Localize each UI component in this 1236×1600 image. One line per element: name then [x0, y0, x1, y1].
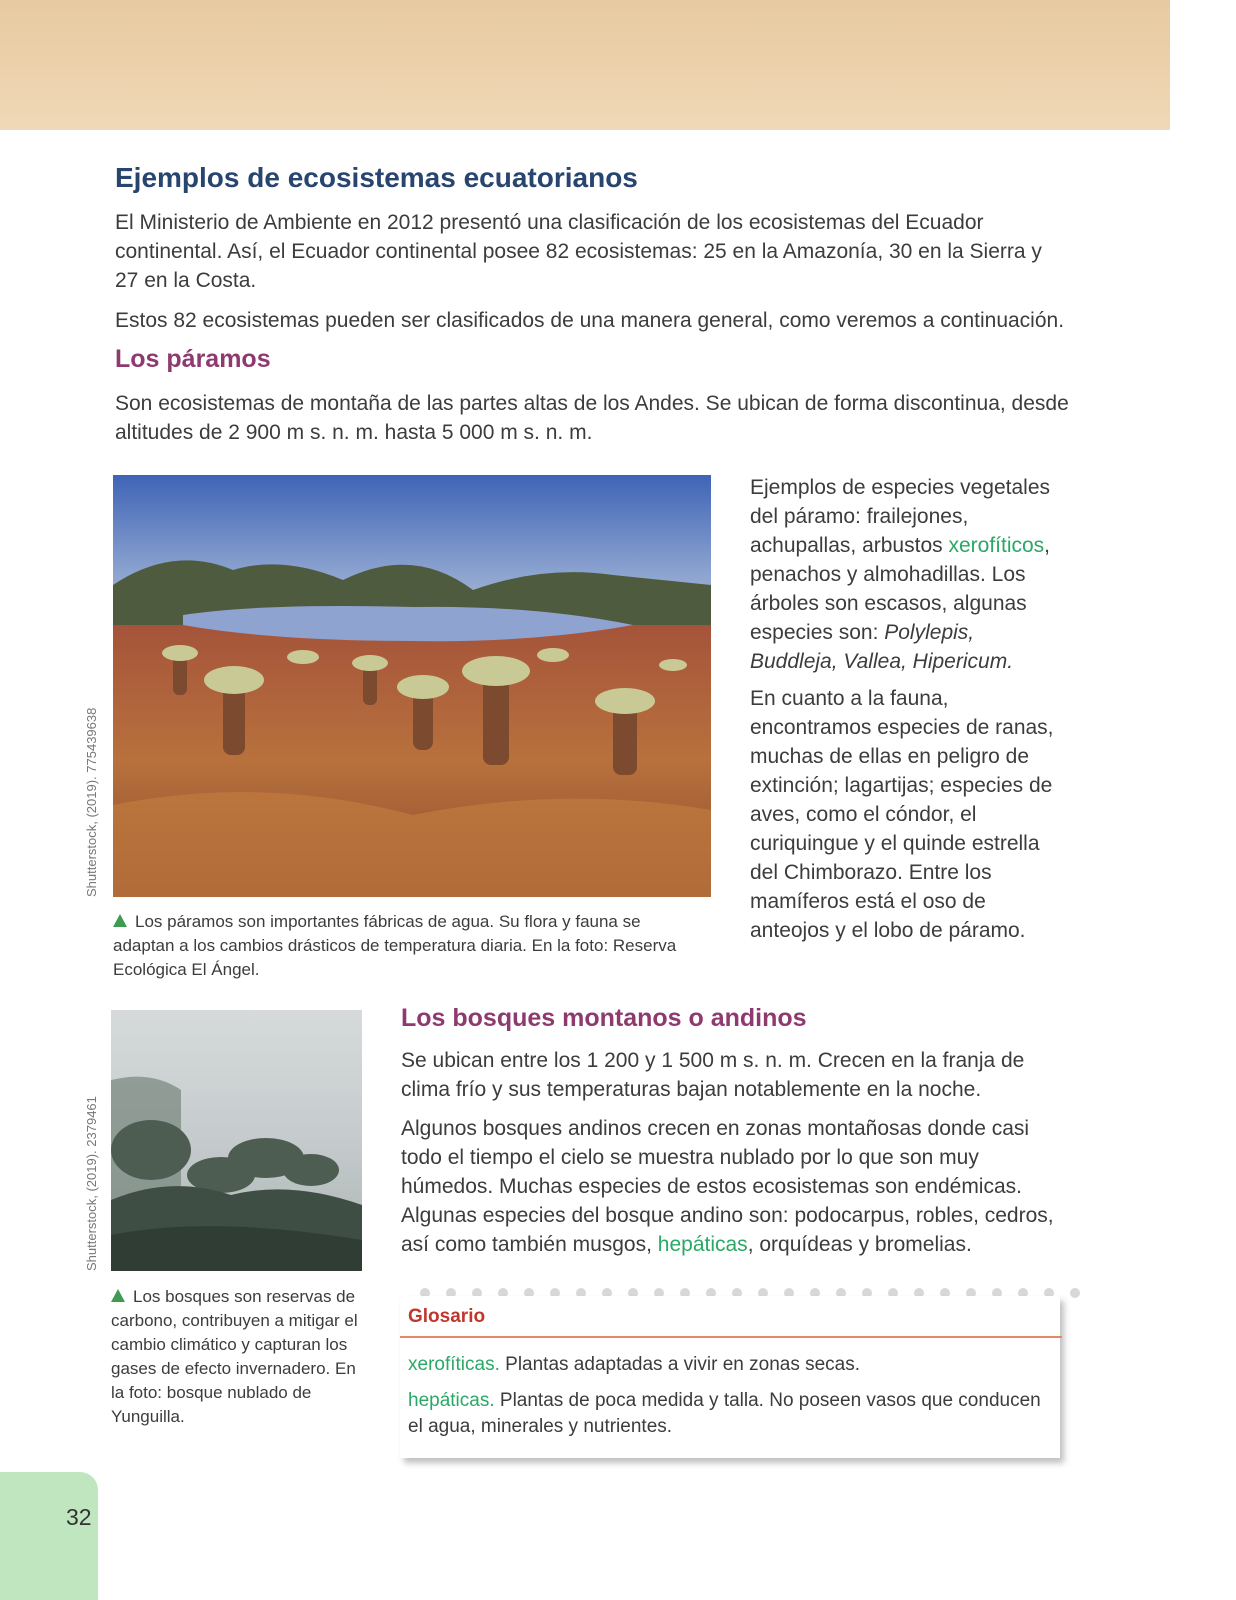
paramo-caption — [113, 910, 703, 982]
page-number-tab — [0, 1472, 98, 1600]
paramo-photo — [113, 475, 711, 897]
top-decorative-band — [0, 0, 1170, 130]
glossary-entry-hepaticas: hepáticas. Plantas de poca medida y talla. No poseen vasos que conducen el agua, minerales y nutrientes. — [408, 1390, 1041, 1437]
bosque-caption-text: Los bosques son reservas de carbono, contribuyen a mitigar el cambio climático y capturan los gases de efecto invernadero. En la foto: bosque nublado de Yunguilla. — [111, 1287, 358, 1426]
section-heading: Ejemplos de ecosistemas ecuatorianos — [115, 162, 638, 193]
glossary-box — [400, 1296, 1060, 1458]
glossary-title: Glosario — [408, 1306, 486, 1327]
paramos-intro: Son ecosistemas de montaña de las partes altas de los Andes. Se ubican de forma discontinua, desde altitudes de 2 900 m s. n. m. hasta 5 000 m s. n. m. — [115, 392, 1069, 444]
triangle-icon — [111, 1289, 125, 1302]
intro-paragraph-2: Estos 82 ecosistemas pueden ser clasificados de una manera general, como veremos a continuación. — [115, 309, 1065, 332]
flora-species: Polylepis, Buddleja, Vallea, Hipericum. — [750, 621, 1014, 673]
bosques-text-2a: Algunos bosques andinos crecen en zonas montañosas donde casi todo el tiempo el cielo se muestra nublado por lo que son muy húmedos. Muchas especies de estos ecosistemas son endémicas. Algunas especies del bosque andino son: podocarpus, robles, cedros, así como también musgos, — [401, 1117, 1054, 1256]
flora-text-b: , penachos y almohadillas. Los árboles son escasos, algunas especies son: — [750, 534, 1051, 644]
bosques-text-2b: , orquídeas y bromelias. — [747, 1233, 972, 1256]
flora-text-a: Ejemplos de especies vegetales del páramo: frailejones, achupallas, arbustos — [750, 476, 1051, 557]
bosques-text-1: Se ubican entre los 1 200 y 1 500 m s. n. m. Crecen en la franja de clima frío y sus temperaturas bajan notablemente en la noche. — [401, 1049, 1025, 1101]
flora-term-xerofiticos: xerofíticos — [948, 534, 1045, 557]
paramo-flora — [750, 473, 1060, 676]
bosque-photo — [111, 1010, 362, 1271]
paramos-title: Los páramos — [115, 345, 271, 373]
paramo-photo-credit: Shutterstock, (2019). 775439638 — [84, 707, 99, 897]
bosques-title: Los bosques montanos o andinos — [401, 1004, 807, 1032]
term-hepaticas: hepáticas — [657, 1233, 748, 1256]
triangle-icon — [113, 914, 127, 927]
paramo-caption-text: Los páramos son importantes fábricas de agua. Su flora y fauna se adaptan a los cambios drásticos de temperatura diaria. En la foto: Reserva Ecológica El Ángel. — [113, 912, 677, 979]
paramo-fauna: En cuanto a la fauna, encontramos especies de ranas, muchas de ellas en peligro de extinción; lagartijas; especies de aves, como el cóndor, el curiquingue y el quinde estrella del Chimborazo. Entre los mamíferos está el oso de anteojos y el lobo de páramo. — [750, 687, 1054, 942]
intro-paragraph-1: El Ministerio de Ambiente en 2012 presentó una clasificación de los ecosistemas del Ecuador continental. Así, el Ecuador continental posee 82 ecosistemas: 25 en la Amazonía, 30 en la Sierra y 27 en la Costa. — [115, 211, 1042, 292]
page-number: 32 — [66, 1504, 92, 1530]
glossary-divider — [400, 1336, 1062, 1338]
bosque-caption — [111, 1285, 366, 1429]
bosque-photo-credit: Shutterstock, (2019). 2379461 — [84, 1096, 99, 1271]
glossary-entry-xerofiticas: xerofíticas. Plantas adaptadas a vivir en zonas secas. — [408, 1354, 861, 1375]
bosques-text-2 — [401, 1114, 1061, 1259]
